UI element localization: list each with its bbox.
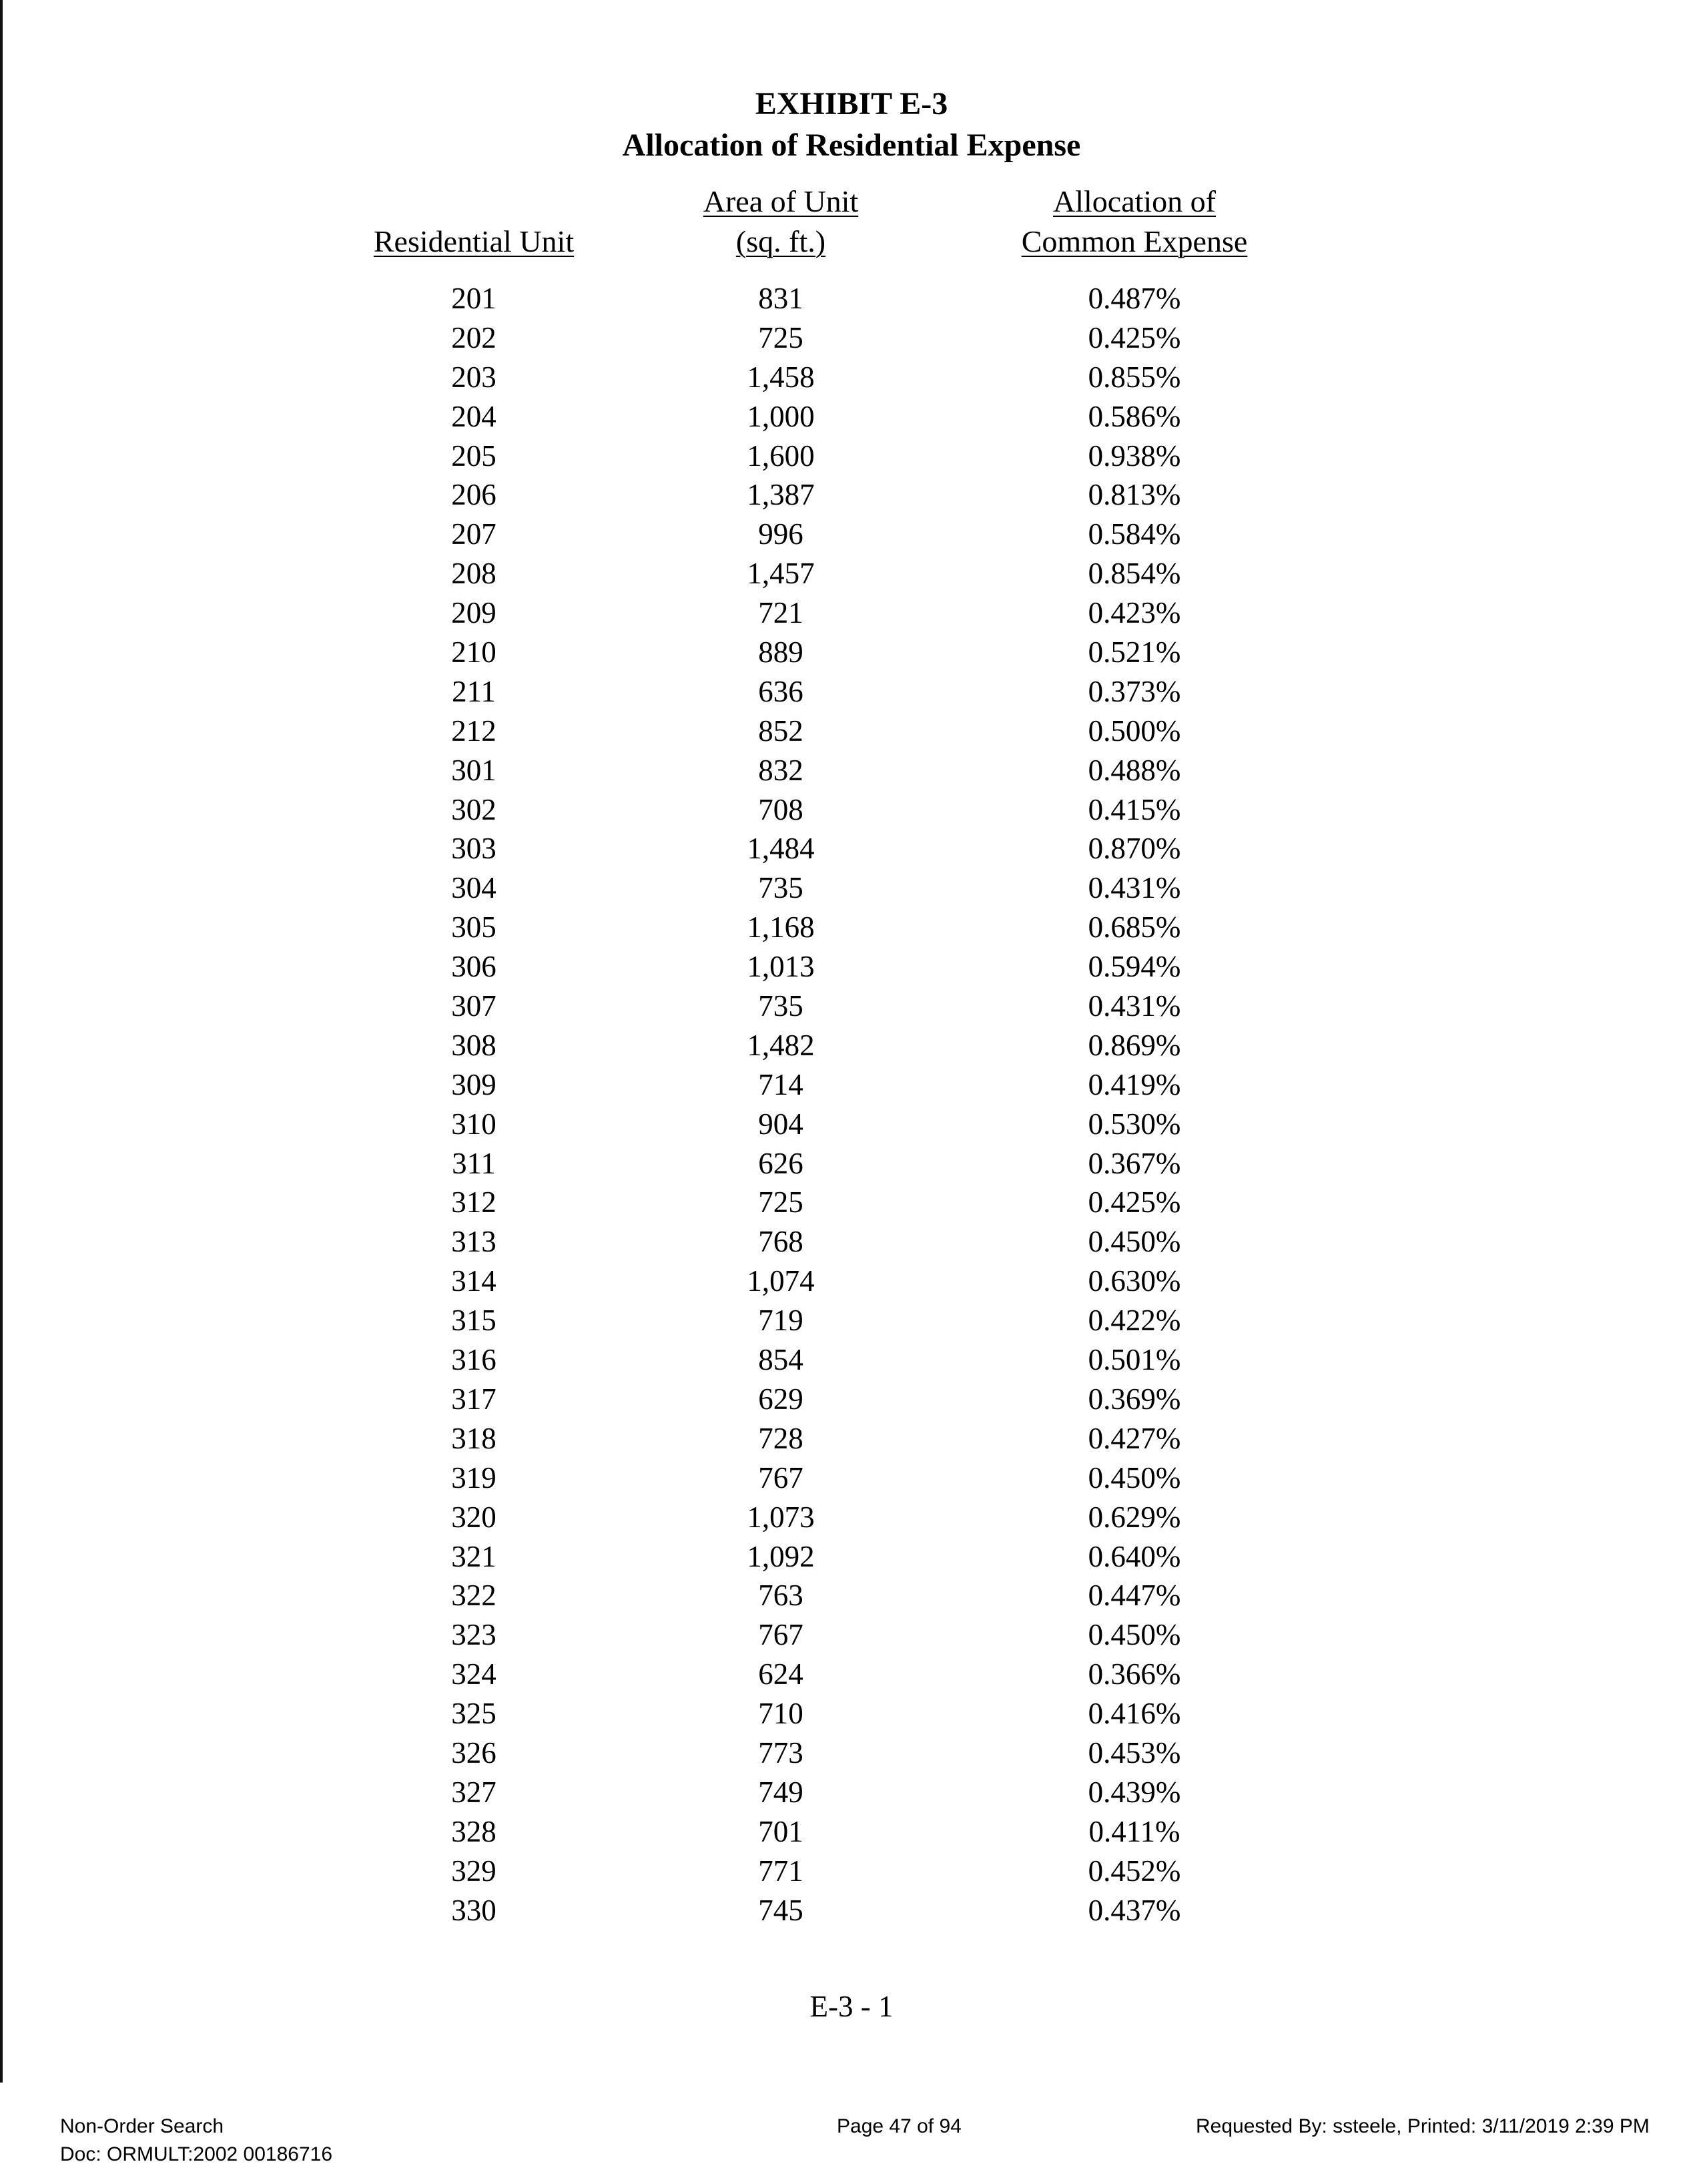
allocation-cell: 0.453% bbox=[1088, 1735, 1181, 1769]
table-row bbox=[0, 1615, 1703, 1655]
area-cell: 767 bbox=[758, 1618, 803, 1652]
unit-cell: 305 bbox=[451, 910, 496, 944]
table-row bbox=[0, 515, 1703, 554]
unit-cell: 330 bbox=[451, 1893, 496, 1927]
area-cell: 745 bbox=[758, 1893, 803, 1927]
allocation-cell: 0.366% bbox=[1088, 1657, 1181, 1691]
table-row bbox=[0, 1301, 1703, 1340]
table-row bbox=[0, 1262, 1703, 1301]
column-header-area-line1-text: Area of Unit bbox=[703, 184, 859, 218]
allocation-cell: 0.367% bbox=[1088, 1146, 1181, 1180]
allocation-cell: 0.630% bbox=[1088, 1264, 1181, 1298]
column-header-area-line2 bbox=[647, 222, 914, 262]
unit-cell: 326 bbox=[451, 1735, 496, 1769]
area-cell: 1,092 bbox=[747, 1539, 815, 1573]
area-cell: 996 bbox=[758, 517, 803, 551]
allocation-cell: 0.373% bbox=[1088, 674, 1181, 708]
area-cell: 1,013 bbox=[747, 950, 815, 984]
table-row bbox=[0, 868, 1703, 908]
unit-cell: 210 bbox=[451, 635, 496, 669]
unit-cell: 306 bbox=[451, 950, 496, 984]
area-cell: 735 bbox=[758, 989, 803, 1023]
unit-cell: 319 bbox=[451, 1460, 496, 1494]
unit-cell: 203 bbox=[451, 360, 496, 394]
unit-cell: 317 bbox=[451, 1382, 496, 1416]
area-cell: 1,458 bbox=[747, 360, 815, 394]
table-row bbox=[0, 1340, 1703, 1380]
unit-cell: 304 bbox=[451, 871, 496, 905]
column-header-allocation-line1-text: Allocation of bbox=[1053, 184, 1216, 218]
table-row bbox=[0, 318, 1703, 358]
area-cell: 749 bbox=[758, 1775, 803, 1809]
allocation-cell: 0.450% bbox=[1088, 1460, 1181, 1494]
unit-cell: 325 bbox=[451, 1697, 496, 1731]
table-row bbox=[0, 712, 1703, 751]
area-cell: 626 bbox=[758, 1146, 803, 1180]
exhibit-title: EXHIBIT E-3 bbox=[755, 86, 948, 121]
table-row bbox=[0, 437, 1703, 476]
table-row bbox=[0, 1458, 1703, 1498]
allocation-cell: 0.411% bbox=[1088, 1814, 1180, 1848]
area-cell: 1,074 bbox=[747, 1264, 815, 1298]
column-header-area-line2-text: (sq. ft.) bbox=[735, 224, 826, 258]
table-row bbox=[0, 279, 1703, 318]
table-row bbox=[0, 751, 1703, 790]
area-cell: 624 bbox=[758, 1657, 803, 1691]
unit-cell: 313 bbox=[451, 1225, 496, 1259]
unit-cell: 309 bbox=[451, 1067, 496, 1101]
column-header-allocation-line1 bbox=[1001, 182, 1268, 222]
unit-cell: 202 bbox=[451, 320, 496, 354]
unit-cell: 322 bbox=[451, 1579, 496, 1613]
table-row bbox=[0, 947, 1703, 987]
unit-cell: 209 bbox=[451, 596, 496, 630]
exhibit-subtitle: Allocation of Residential Expense bbox=[622, 127, 1081, 163]
area-cell: 721 bbox=[758, 596, 803, 630]
unit-cell: 328 bbox=[451, 1814, 496, 1848]
table-row bbox=[0, 908, 1703, 947]
table-row bbox=[0, 554, 1703, 593]
area-cell: 1,600 bbox=[747, 439, 815, 473]
area-cell: 629 bbox=[758, 1382, 803, 1416]
area-cell: 768 bbox=[758, 1225, 803, 1259]
allocation-cell: 0.500% bbox=[1088, 714, 1181, 748]
table-row bbox=[0, 672, 1703, 712]
exhibit-page-label: E-3 - 1 bbox=[809, 1990, 894, 2023]
area-cell: 1,168 bbox=[747, 910, 815, 944]
allocation-cell: 0.439% bbox=[1088, 1775, 1181, 1809]
footer-search-type: Non-Order Search bbox=[60, 2115, 224, 2137]
allocation-cell: 0.640% bbox=[1088, 1539, 1181, 1573]
unit-cell: 205 bbox=[451, 439, 496, 473]
table-row bbox=[0, 1144, 1703, 1183]
area-cell: 714 bbox=[758, 1067, 803, 1101]
unit-cell: 303 bbox=[451, 832, 496, 866]
allocation-cell: 0.447% bbox=[1088, 1579, 1181, 1613]
allocation-cell: 0.452% bbox=[1088, 1854, 1181, 1888]
table-row bbox=[0, 1026, 1703, 1065]
area-cell: 1,484 bbox=[747, 832, 815, 866]
allocation-cell: 0.369% bbox=[1088, 1382, 1181, 1416]
unit-cell: 320 bbox=[451, 1500, 496, 1534]
area-cell: 1,000 bbox=[747, 399, 815, 433]
area-cell: 725 bbox=[758, 1185, 803, 1219]
table-row bbox=[0, 1419, 1703, 1458]
area-cell: 1,073 bbox=[747, 1500, 815, 1534]
allocation-cell: 0.450% bbox=[1088, 1618, 1181, 1652]
table-row bbox=[0, 593, 1703, 633]
unit-cell: 321 bbox=[451, 1539, 496, 1573]
area-cell: 771 bbox=[758, 1854, 803, 1888]
table-row bbox=[0, 1852, 1703, 1891]
unit-cell: 311 bbox=[452, 1146, 496, 1180]
column-header-allocation-line2-text: Common Expense bbox=[1021, 224, 1248, 258]
allocation-cell: 0.594% bbox=[1088, 950, 1181, 984]
area-cell: 701 bbox=[758, 1814, 803, 1848]
allocation-cell: 0.419% bbox=[1088, 1067, 1181, 1101]
allocation-cell: 0.938% bbox=[1088, 439, 1181, 473]
unit-cell: 323 bbox=[451, 1618, 496, 1652]
allocation-cell: 0.501% bbox=[1088, 1343, 1181, 1377]
allocation-cell: 0.450% bbox=[1088, 1225, 1181, 1259]
table-row bbox=[0, 475, 1703, 515]
table-row bbox=[0, 1812, 1703, 1852]
unit-cell: 318 bbox=[451, 1421, 496, 1455]
allocation-cell: 0.425% bbox=[1088, 320, 1181, 354]
allocation-cell: 0.437% bbox=[1088, 1893, 1181, 1927]
table-row bbox=[0, 1222, 1703, 1262]
unit-cell: 211 bbox=[452, 674, 496, 708]
table-row bbox=[0, 633, 1703, 672]
allocation-cell: 0.629% bbox=[1088, 1500, 1181, 1534]
area-cell: 728 bbox=[758, 1421, 803, 1455]
unit-cell: 201 bbox=[451, 282, 496, 315]
allocation-cell: 0.431% bbox=[1088, 871, 1181, 905]
footer-page-info: Page 47 of 94 bbox=[837, 2115, 962, 2137]
allocation-cell: 0.431% bbox=[1088, 989, 1181, 1023]
area-cell: 725 bbox=[758, 320, 803, 354]
table-row bbox=[0, 397, 1703, 437]
allocation-cell: 0.521% bbox=[1088, 635, 1181, 669]
allocation-table bbox=[0, 279, 1703, 1930]
area-cell: 832 bbox=[758, 753, 803, 787]
allocation-cell: 0.813% bbox=[1088, 478, 1181, 512]
unit-cell: 301 bbox=[451, 753, 496, 787]
allocation-cell: 0.854% bbox=[1088, 557, 1181, 591]
table-row bbox=[0, 790, 1703, 830]
unit-cell: 208 bbox=[451, 557, 496, 591]
column-header-area-line1 bbox=[647, 182, 914, 222]
area-cell: 831 bbox=[758, 282, 803, 315]
area-cell: 1,482 bbox=[747, 1028, 815, 1062]
table-row bbox=[0, 1380, 1703, 1419]
unit-cell: 315 bbox=[451, 1304, 496, 1338]
allocation-cell: 0.855% bbox=[1088, 360, 1181, 394]
unit-cell: 327 bbox=[451, 1775, 496, 1809]
allocation-cell: 0.425% bbox=[1088, 1185, 1181, 1219]
area-cell: 719 bbox=[758, 1304, 803, 1338]
area-cell: 1,387 bbox=[747, 478, 815, 512]
unit-cell: 316 bbox=[451, 1343, 496, 1377]
table-row bbox=[0, 1498, 1703, 1537]
area-cell: 852 bbox=[758, 714, 803, 748]
table-row bbox=[0, 1733, 1703, 1773]
table-row bbox=[0, 829, 1703, 868]
unit-cell: 206 bbox=[451, 478, 496, 512]
allocation-cell: 0.415% bbox=[1088, 792, 1181, 826]
column-header-allocation-line2 bbox=[1001, 222, 1268, 262]
area-cell: 767 bbox=[758, 1460, 803, 1494]
table-row bbox=[0, 1576, 1703, 1615]
allocation-cell: 0.530% bbox=[1088, 1107, 1181, 1141]
footer-requested-by: Requested By: ssteele, Printed: 3/11/2019 2:39 PM bbox=[1196, 2115, 1650, 2137]
allocation-cell: 0.423% bbox=[1088, 596, 1181, 630]
unit-cell: 204 bbox=[451, 399, 496, 433]
unit-cell: 308 bbox=[451, 1028, 496, 1062]
table-row bbox=[0, 1891, 1703, 1930]
unit-cell: 207 bbox=[451, 517, 496, 551]
table-row bbox=[0, 358, 1703, 397]
allocation-cell: 0.586% bbox=[1088, 399, 1181, 433]
allocation-cell: 0.422% bbox=[1088, 1304, 1181, 1338]
table-row bbox=[0, 1655, 1703, 1694]
unit-cell: 302 bbox=[451, 792, 496, 826]
area-cell: 735 bbox=[758, 871, 803, 905]
allocation-cell: 0.488% bbox=[1088, 753, 1181, 787]
column-header-unit-text: Residential Unit bbox=[373, 224, 575, 258]
unit-cell: 310 bbox=[451, 1107, 496, 1141]
column-header-unit bbox=[340, 222, 607, 262]
table-row bbox=[0, 1537, 1703, 1577]
unit-cell: 212 bbox=[451, 714, 496, 748]
allocation-cell: 0.487% bbox=[1088, 282, 1181, 315]
unit-cell: 329 bbox=[451, 1854, 496, 1888]
allocation-cell: 0.427% bbox=[1088, 1421, 1181, 1455]
unit-cell: 307 bbox=[451, 989, 496, 1023]
area-cell: 854 bbox=[758, 1343, 803, 1377]
area-cell: 773 bbox=[758, 1735, 803, 1769]
allocation-cell: 0.584% bbox=[1088, 517, 1181, 551]
unit-cell: 314 bbox=[451, 1264, 496, 1298]
unit-cell: 312 bbox=[451, 1185, 496, 1219]
area-cell: 904 bbox=[758, 1107, 803, 1141]
area-cell: 889 bbox=[758, 635, 803, 669]
area-cell: 1,457 bbox=[747, 557, 815, 591]
footer-doc-id: Doc: ORMULT:2002 00186716 bbox=[60, 2143, 333, 2165]
table-row bbox=[0, 1183, 1703, 1222]
area-cell: 708 bbox=[758, 792, 803, 826]
table-row bbox=[0, 1694, 1703, 1733]
table-row bbox=[0, 1065, 1703, 1105]
unit-cell: 324 bbox=[451, 1657, 496, 1691]
area-cell: 710 bbox=[758, 1697, 803, 1731]
area-cell: 636 bbox=[758, 674, 803, 708]
table-row bbox=[0, 1773, 1703, 1812]
allocation-cell: 0.685% bbox=[1088, 910, 1181, 944]
allocation-cell: 0.870% bbox=[1088, 832, 1181, 866]
allocation-cell: 0.416% bbox=[1088, 1697, 1181, 1731]
table-row bbox=[0, 1105, 1703, 1144]
allocation-cell: 0.869% bbox=[1088, 1028, 1181, 1062]
area-cell: 763 bbox=[758, 1579, 803, 1613]
table-row bbox=[0, 987, 1703, 1026]
